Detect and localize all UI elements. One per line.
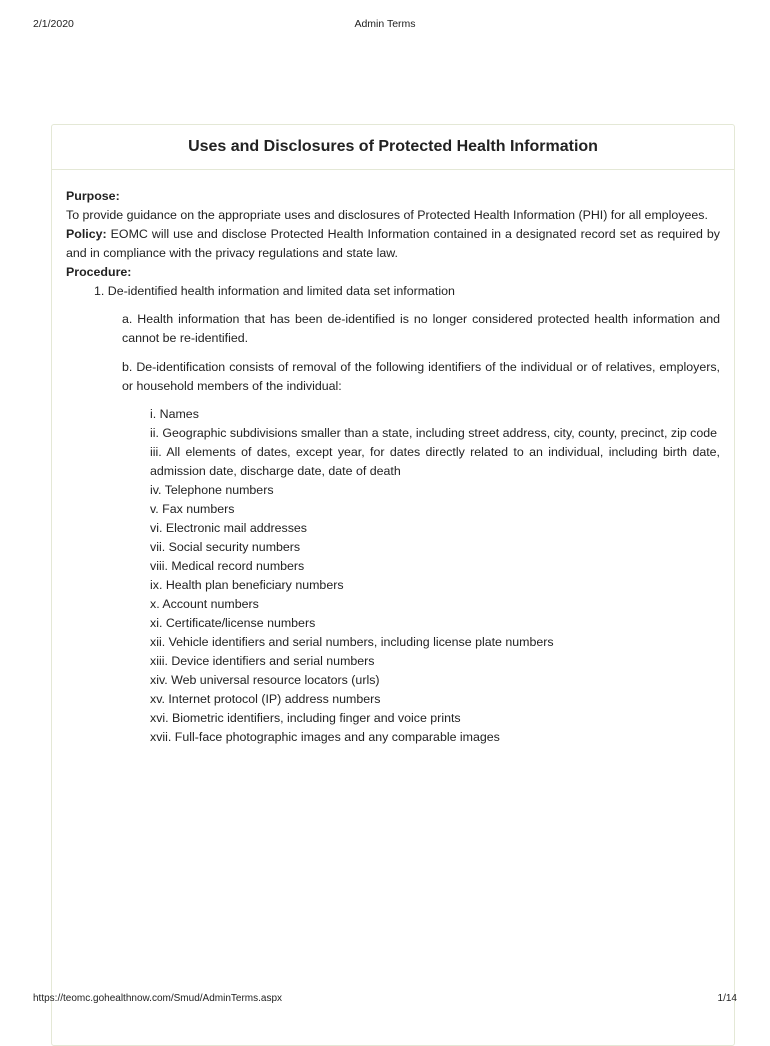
list-item: xi. Certificate/license numbers xyxy=(150,616,316,630)
list-item: vii. Social security numbers xyxy=(150,540,301,554)
list-item: xvi. Biometric identifiers, including finger and voice prints xyxy=(150,711,461,725)
card-header xyxy=(52,125,734,170)
procedure-heading xyxy=(66,263,720,282)
list-item: ii. Geographic subdivisions smaller than a state, including street address, city, county, precinct, zip code xyxy=(150,426,718,440)
list-item: ix. Health plan beneficiary numbers xyxy=(150,578,344,592)
purpose-label: Purpose: xyxy=(66,189,120,203)
procedure-label: Procedure: xyxy=(66,265,132,279)
list-item: xiv. Web universal resource locators (urls) xyxy=(150,673,380,687)
print-page-number: 1/14 xyxy=(717,993,737,1004)
procedure-step-1a: a. Health information that has been de-identified is no longer considered protected health information and cannot be re-identified. xyxy=(122,312,720,345)
list-item: xv. Internet protocol (IP) address numbers xyxy=(150,692,381,706)
policy-paragraph xyxy=(66,225,720,263)
policy-label: Policy: xyxy=(66,227,107,241)
print-date: 2/1/2020 xyxy=(33,18,74,30)
list-item: xvii. Full-face photographic images and any comparable images xyxy=(150,730,500,744)
print-url: https://teomc.gohealthnow.com/Smud/AdminTerms.aspx xyxy=(33,993,283,1004)
procedure-step-1: 1. De-identified health information and limited data set information xyxy=(94,284,455,298)
policy-text: EOMC will use and disclose Protected Health Information contained in a designated record set as required by and in compliance with the privacy regulations and state law. xyxy=(66,227,720,260)
policy-card xyxy=(51,124,735,1046)
identifier-list xyxy=(66,405,720,747)
procedure-step-1b: b. De-identification consists of removal of the following identifiers of the individual or of relatives, employers, or household members of the individual: xyxy=(122,360,720,393)
list-item: xii. Vehicle identifiers and serial numbers, including license plate numbers xyxy=(150,635,554,649)
list-item: iv. Telephone numbers xyxy=(150,483,274,497)
list-item: iii. All elements of dates, except year, for dates directly related to an individual, including birth date, admission date, discharge date, date of death xyxy=(150,445,720,478)
print-page-title: Admin Terms xyxy=(354,18,416,30)
list-item: viii. Medical record numbers xyxy=(150,559,305,573)
list-item: xiii. Device identifiers and serial numbers xyxy=(150,654,375,668)
list-item: x. Account numbers xyxy=(150,597,259,611)
purpose-text: To provide guidance on the appropriate uses and disclosures of Protected Health Information (PHI) for all employees. xyxy=(66,208,708,222)
list-item: vi. Electronic mail addresses xyxy=(150,521,308,535)
list-item: i. Names xyxy=(150,407,199,421)
list-item: v. Fax numbers xyxy=(150,502,235,516)
card-body xyxy=(52,170,734,747)
document-title: Uses and Disclosures of Protected Health Information xyxy=(188,138,598,155)
purpose-heading xyxy=(66,187,720,206)
